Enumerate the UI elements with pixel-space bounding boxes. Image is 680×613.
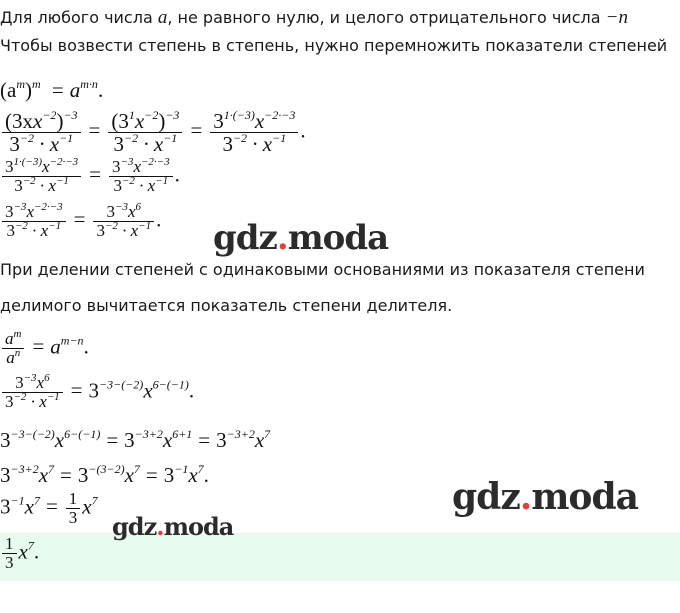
watermark-logo: gdz.moda — [213, 218, 389, 258]
answer: $\frac{1}{3}$ $x^7$. — [0, 535, 39, 572]
intro-line-2: Чтобы возвести степень в степень, нужно перемножить показатели степеней — [0, 36, 668, 55]
answer-highlight — [0, 533, 680, 581]
division-line-2: делимого вычитается показатель степени делителя. — [0, 296, 453, 315]
division-rule: $\frac{a^m}{a^n}$ = $a^{m-n}$. — [0, 330, 89, 367]
fraction: $\frac{(3^1x^{-2})^{-3}}{3^{-2} \cdot x^{-1}}$ — [108, 110, 182, 155]
fraction: $\frac{a^m}{a^n}$ — [2, 330, 24, 367]
step-6: $3^{-3+2}x^7 = 3^{-(3-2)}x^7 = 3^{-1}x^7$. — [0, 462, 209, 487]
watermark-logo: gdz.moda — [112, 512, 234, 541]
step-1: $\frac{(3xx^{-2})^{-3}}{3^{-2} \cdot x^{-1}}$ = $\frac{(3^1x^{-2})^{-3}}{3^{-2} \cdot x^{-1}}$ = $\frac{3^{1\cdot(-3)}x^{-2\cdot-3}}{3^{-2} \cdot x^{-1}}$ . — [0, 110, 306, 155]
fraction: $\frac{1}{3}$ — [66, 490, 81, 527]
power-rule: $(a^m)^m = a^{m\cdot n}$. — [0, 77, 104, 102]
division-line-1: При делении степеней с одинаковыми основаниями из показателя степени — [0, 260, 645, 279]
fraction: $\frac{1}{3}$ — [2, 535, 17, 572]
intro-line-1: Для любого числа a, не равного нулю, и целого отрицательного числа −n — [0, 7, 628, 28]
fraction: $\frac{3^{1\cdot(-3)}x^{-2\cdot-3}}{3^{-2} \cdot x^{-1}}$ — [210, 110, 298, 155]
step-5: $3^{-3-(-2)}x^{6-(-1)} = 3^{-3+2}x^{6+1} = 3^{-3+2}x^7$ — [0, 427, 271, 452]
fraction: $\frac{3^{-3}x^{-2\cdot-3}}{3^{-2} \cdot x^{-1}}$ — [109, 158, 173, 195]
fraction: $\frac{(3xx^{-2})^{-3}}{3^{-2} \cdot x^{-1}}$ — [2, 110, 81, 155]
step-3: $\frac{3^{-3}x^{-2\cdot-3}}{3^{-2} \cdot x^{-1}}$ = $\frac{3^{-3}x^6}{3^{-2} \cdot x^{-1}}$ . — [0, 203, 161, 240]
fraction: $\frac{3^{-3}x^6}{3^{-2} \cdot x^{-1}}$ — [2, 374, 63, 411]
step-4: $\frac{3^{-3}x^6}{3^{-2} \cdot x^{-1}}$ = $3^{-3-(-2)}x^{6-(-1)}$. — [0, 374, 194, 411]
fraction: $\frac{3^{-3}x^{-2\cdot-3}}{3^{-2} \cdot x^{-1}}$ — [2, 203, 66, 240]
fraction: $\frac{3^{1\cdot(-3)}x^{-2\cdot-3}}{3^{-2} \cdot x^{-1}}$ — [2, 158, 81, 195]
step-2: $\frac{3^{1\cdot(-3)}x^{-2\cdot-3}}{3^{-2} \cdot x^{-1}}$ = $\frac{3^{-3}x^{-2\cdot-3}}{3^{-2} \cdot x^{-1}}$ . — [0, 158, 180, 195]
watermark-logo: gdz.moda — [452, 476, 638, 518]
fraction: $\frac{3^{-3}x^6}{3^{-2} \cdot x^{-1}}$ — [93, 203, 154, 240]
step-7: $3^{-1}x^7$ = $\frac{1}{3}$ $x^7$ — [0, 489, 98, 527]
